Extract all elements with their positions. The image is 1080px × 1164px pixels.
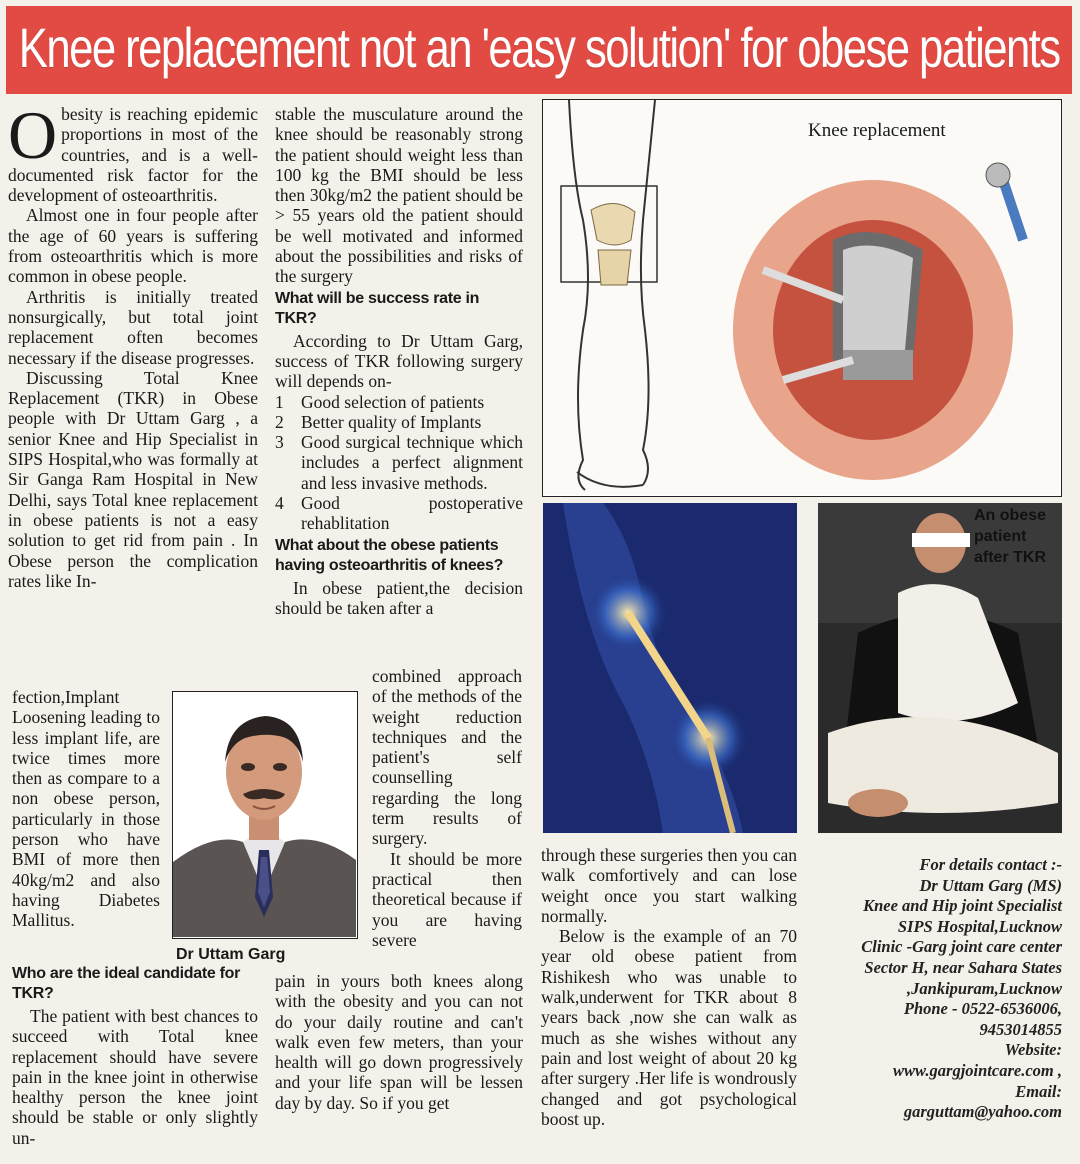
article-column-2: [275, 104, 523, 618]
paragraph: Discussing Total Knee Replacement (TKR) in Obese people with Dr Uttam Garg , a senior Knee and Hip Specialist in SIPS Hospital,who was formally at Sir Ganga Ram Hospital in New Delhi, says Total knee replacement in obese patients is not a easy solution to get rid from pain . In Obese person the complication rates like In-: [8, 367, 258, 591]
list-item: 3 Good surgical technique which includes a perfect alignment and less invasive methods.: [275, 432, 523, 493]
contact-details: [808, 855, 1062, 1123]
contact-line: Knee and Hip joint Specialist: [863, 896, 1062, 916]
success-factors-list: [275, 392, 523, 534]
website-link[interactable]: www.gargjointcare.com ,: [893, 1060, 1062, 1080]
article-column-2-bottom: [275, 971, 523, 1113]
knee-replacement-illustration: [542, 99, 1062, 497]
doctor-portrait: [172, 691, 358, 939]
email-link[interactable]: garguttam@yahoo.com: [903, 1102, 1062, 1122]
paragraph: combined approach of the methods of the weight reduction techniques and the patient's self counselling regarding the long term results of surgery.: [372, 666, 522, 849]
headline-banner: [6, 6, 1072, 94]
subheading: What about the obese patients having osteoarthritis of knees?: [275, 536, 504, 574]
paragraph: Almost one in four people after the age of 60 years is suffering from osteoarthritis which is more common in obese people.: [8, 205, 258, 287]
article-column-1-wrap: [12, 687, 160, 931]
contact-line: ,Jankipuram,Lucknow: [907, 978, 1062, 998]
article-column-1: [8, 97, 258, 591]
article-column-3: [541, 845, 797, 1129]
article-column-2-float: [372, 666, 522, 950]
paragraph: stable the musculature around the knee should be reasonably strong the patient should weight less than 100 kg the BMI should be less then 30kg/m2 the patient should be > 55 years old the patient should be well motivated and informed about the possibilities and risks of the surgery: [275, 104, 523, 287]
contact-label: Email:: [1015, 1081, 1062, 1101]
contact-line: Clinic -Garg joint care center: [861, 937, 1062, 957]
subheading: Who are the ideal candidate for TKR?: [12, 965, 241, 1002]
paragraph: According to Dr Uttam Garg, success of TKR following surgery will depends on-: [275, 330, 523, 392]
contact-line: Dr Uttam Garg (MS): [919, 875, 1062, 895]
drop-cap: O: [8, 97, 58, 173]
article-column-1-bottom: [12, 962, 258, 1148]
paragraph: It should be more practical then theoretical because if you are having severe: [372, 848, 522, 950]
patient-photo-label: An obese patient after TKR: [974, 507, 1047, 566]
list-item: 1 Good selection of patients: [275, 391, 485, 412]
list-item: 4 Good postoperative rehablitation: [275, 493, 523, 534]
paragraph: In obese patient,the decision should be taken after a: [275, 577, 523, 618]
paragraph: pain in yours both knees along with the obesity and you can not do your daily routine and can't walk even few meters, than your health will go down progressively and your life span will be lessen day by day. So if you get: [275, 971, 523, 1113]
paragraph: fection,Implant Loosening leading to less implant life, are twice times more then as compare to a non obese person, particularly in those person who have BMI of more then 40kg/m2 and also having Diabetes Mallitus.: [12, 687, 160, 931]
knee-illustration-label: Knee replacement: [808, 120, 946, 141]
paragraph: Arthritis is initially treated nonsurgically, but total joint replacement often becomes necessary if the disease progresses.: [8, 286, 258, 368]
contact-phone: 9453014855: [979, 1019, 1062, 1039]
paragraph: Below is the example of an 70 year old obese patient from Rishikesh who was unable to walk,underwent for TKR about 8 years back ,now she can walk as much as she wishes without any pain and lost weight of about 20 kg after surgery .Her life is wondrously changed and got psychological boost up.: [541, 926, 797, 1129]
paragraph: through these surgeries then you can walk comfortively and can lose weight once you start walking normally.: [541, 845, 797, 926]
headline: Knee replacement not an 'easy solution' for obese patients: [18, 15, 1060, 79]
contact-line: Sector H, near Sahara States: [864, 957, 1062, 977]
portrait-image: [173, 692, 356, 937]
xray-graphic: [543, 503, 797, 833]
list-item: 2 Better quality of Implants: [275, 411, 482, 432]
knee-xray-image: [543, 503, 797, 833]
contact-phone: Phone - 0522-6536006,: [903, 999, 1062, 1019]
knee-illustration-image: [543, 100, 1060, 495]
contact-label: Website:: [1004, 1040, 1062, 1060]
contact-line: SIPS Hospital,Lucknow: [897, 916, 1062, 936]
portrait-caption: Dr Uttam Garg: [176, 946, 286, 963]
contact-line: For details contact :-: [919, 855, 1062, 874]
paragraph: Obesity is reaching epidemic proportions in most of the countries, and is a well-documented risk factor for the development of osteoarthritis.: [8, 97, 258, 206]
paragraph: The patient with best chances to succeed with Total knee replacement should have severe pain in the knee joint in otherwise healthy person the knee joint should be stable or only slightly un-: [12, 1006, 258, 1148]
subheading: What will be success rate in TKR?: [275, 289, 480, 327]
